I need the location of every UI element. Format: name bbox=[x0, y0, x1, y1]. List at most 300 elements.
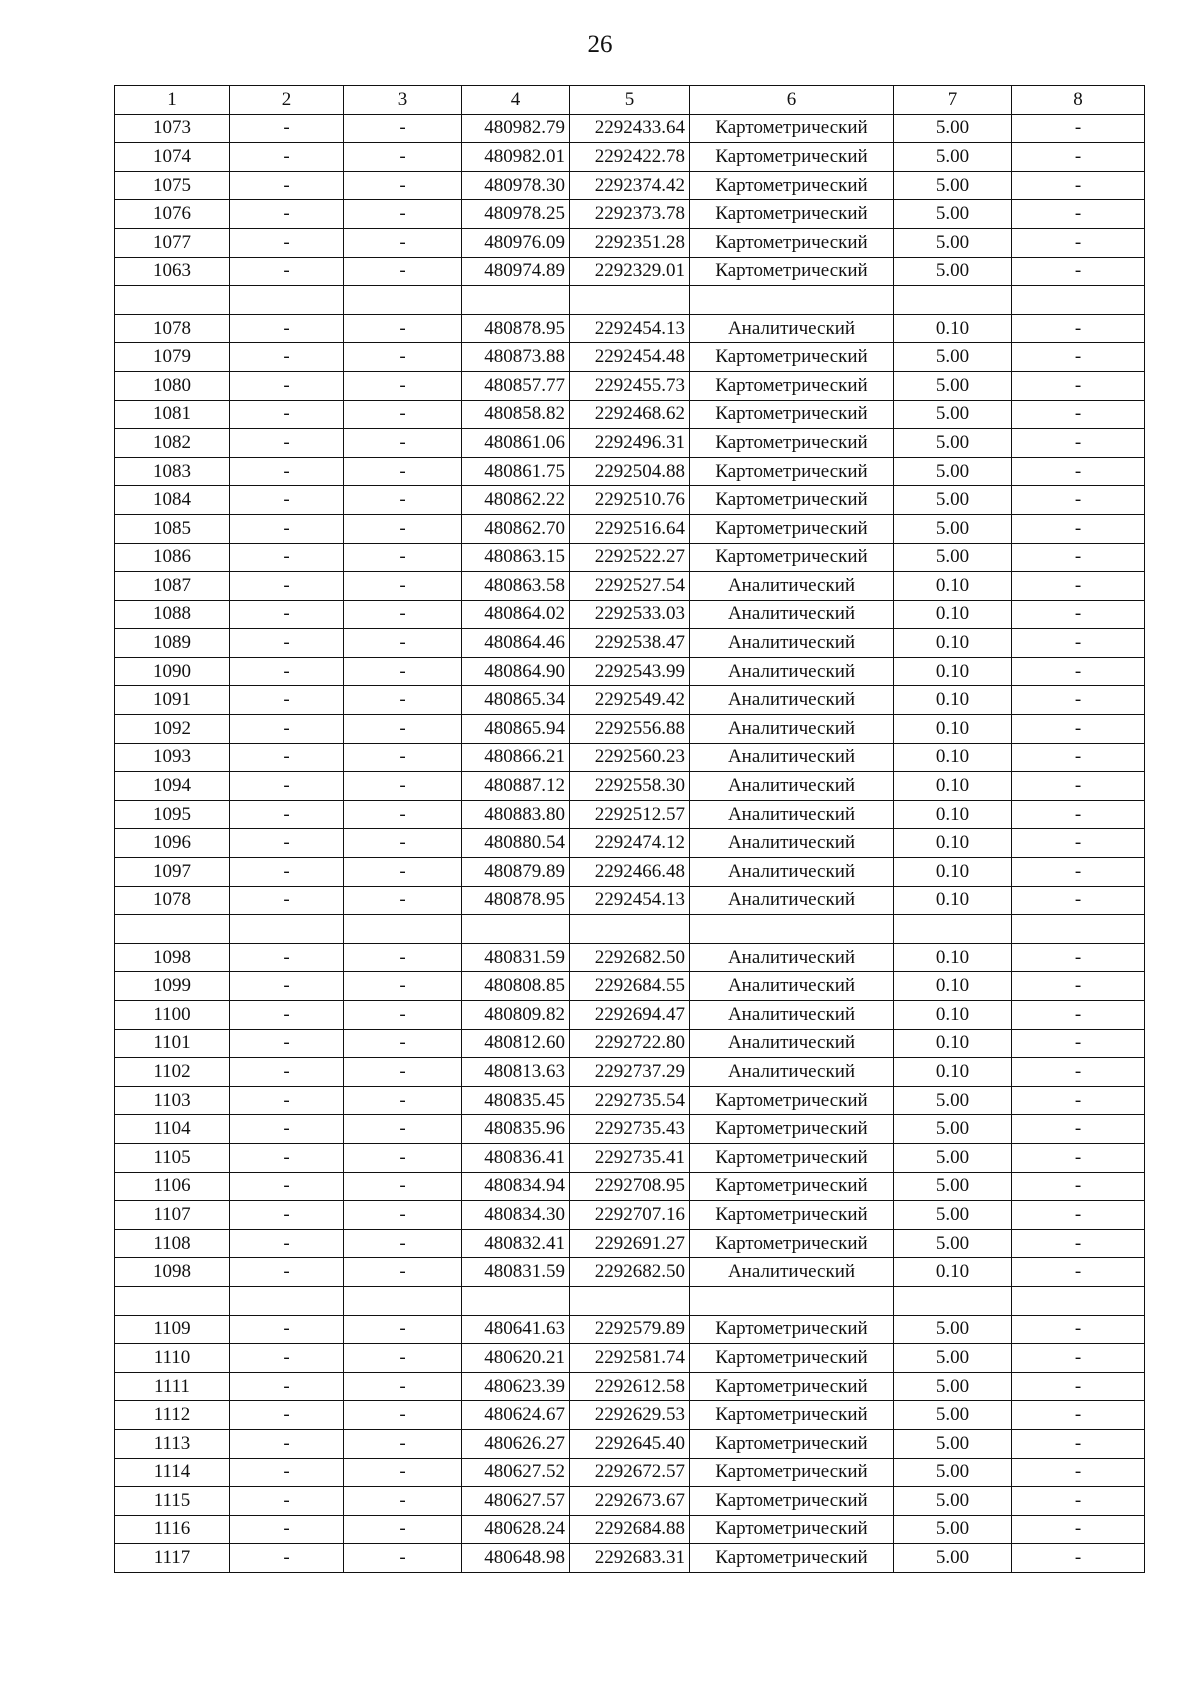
col3-cell: - bbox=[344, 400, 462, 429]
point-number-cell: 1063 bbox=[115, 257, 230, 286]
y-coordinate-cell: 2292516.64 bbox=[570, 514, 690, 543]
table-row bbox=[115, 1544, 1145, 1573]
accuracy-cell: 5.00 bbox=[894, 486, 1012, 515]
y-coordinate-cell: 2292735.54 bbox=[570, 1086, 690, 1115]
col2-cell: - bbox=[230, 200, 344, 229]
table-row bbox=[115, 572, 1145, 601]
col8-cell: - bbox=[1012, 1229, 1145, 1258]
accuracy-cell: 0.10 bbox=[894, 772, 1012, 801]
method-cell: Картометрический bbox=[690, 514, 894, 543]
y-coordinate-cell: 2292474.12 bbox=[570, 829, 690, 858]
x-coordinate-cell: 480832.41 bbox=[462, 1229, 570, 1258]
col2-cell: - bbox=[230, 572, 344, 601]
x-coordinate-cell: 480873.88 bbox=[462, 343, 570, 372]
col8-cell: - bbox=[1012, 1058, 1145, 1087]
col8-cell: - bbox=[1012, 114, 1145, 143]
method-cell: Аналитический bbox=[690, 686, 894, 715]
x-coordinate-cell: 480831.59 bbox=[462, 1258, 570, 1287]
table-row bbox=[115, 1258, 1145, 1287]
accuracy-cell: 0.10 bbox=[894, 858, 1012, 887]
col2-cell: - bbox=[230, 715, 344, 744]
col8-cell: - bbox=[1012, 772, 1145, 801]
col2-cell: - bbox=[230, 1058, 344, 1087]
col2-cell: - bbox=[230, 171, 344, 200]
col3-cell: - bbox=[344, 1201, 462, 1230]
y-coordinate-cell bbox=[570, 286, 690, 315]
point-number-cell: 1104 bbox=[115, 1115, 230, 1144]
y-coordinate-cell: 2292645.40 bbox=[570, 1429, 690, 1458]
col8-cell: - bbox=[1012, 629, 1145, 658]
y-coordinate-cell: 2292581.74 bbox=[570, 1344, 690, 1373]
col3-cell: - bbox=[344, 1401, 462, 1430]
separator-row bbox=[115, 915, 1145, 944]
col2-cell: - bbox=[230, 371, 344, 400]
x-coordinate-cell: 480863.15 bbox=[462, 543, 570, 572]
y-coordinate-cell: 2292682.50 bbox=[570, 1258, 690, 1287]
col3-cell: - bbox=[344, 657, 462, 686]
y-coordinate-cell: 2292454.13 bbox=[570, 886, 690, 915]
col3-cell: - bbox=[344, 772, 462, 801]
col3-cell: - bbox=[344, 171, 462, 200]
col8-cell: - bbox=[1012, 514, 1145, 543]
column-header: 5 bbox=[570, 86, 690, 115]
accuracy-cell: 5.00 bbox=[894, 1086, 1012, 1115]
col8-cell: - bbox=[1012, 171, 1145, 200]
column-header: 2 bbox=[230, 86, 344, 115]
col3-cell: - bbox=[344, 1143, 462, 1172]
table-row bbox=[115, 1115, 1145, 1144]
point-number-cell: 1078 bbox=[115, 886, 230, 915]
col8-cell bbox=[1012, 286, 1145, 315]
col8-cell: - bbox=[1012, 1372, 1145, 1401]
x-coordinate-cell: 480866.21 bbox=[462, 743, 570, 772]
col2-cell: - bbox=[230, 943, 344, 972]
point-number-cell: 1078 bbox=[115, 314, 230, 343]
col2-cell: - bbox=[230, 400, 344, 429]
x-coordinate-cell: 480626.27 bbox=[462, 1429, 570, 1458]
y-coordinate-cell: 2292433.64 bbox=[570, 114, 690, 143]
point-number-cell: 1117 bbox=[115, 1544, 230, 1573]
column-header: 1 bbox=[115, 86, 230, 115]
x-coordinate-cell: 480878.95 bbox=[462, 314, 570, 343]
x-coordinate-cell: 480648.98 bbox=[462, 1544, 570, 1573]
col2-cell: - bbox=[230, 657, 344, 686]
method-cell: Картометрический bbox=[690, 257, 894, 286]
point-number-cell: 1115 bbox=[115, 1487, 230, 1516]
y-coordinate-cell: 2292522.27 bbox=[570, 543, 690, 572]
accuracy-cell: 5.00 bbox=[894, 1172, 1012, 1201]
table-row bbox=[115, 429, 1145, 458]
table-row bbox=[115, 1143, 1145, 1172]
method-cell: Картометрический bbox=[690, 1086, 894, 1115]
point-number-cell bbox=[115, 286, 230, 315]
col8-cell: - bbox=[1012, 600, 1145, 629]
table-row bbox=[115, 171, 1145, 200]
method-cell: Аналитический bbox=[690, 772, 894, 801]
col8-cell: - bbox=[1012, 429, 1145, 458]
accuracy-cell: 5.00 bbox=[894, 1458, 1012, 1487]
col3-cell bbox=[344, 1286, 462, 1315]
column-header: 7 bbox=[894, 86, 1012, 115]
method-cell: Картометрический bbox=[690, 228, 894, 257]
coordinates-table bbox=[114, 85, 1145, 1573]
table-row bbox=[115, 1315, 1145, 1344]
col8-cell: - bbox=[1012, 343, 1145, 372]
x-coordinate-cell: 480978.25 bbox=[462, 200, 570, 229]
col8-cell: - bbox=[1012, 858, 1145, 887]
accuracy-cell: 0.10 bbox=[894, 1029, 1012, 1058]
col3-cell: - bbox=[344, 1487, 462, 1516]
method-cell: Аналитический bbox=[690, 1029, 894, 1058]
point-number-cell: 1094 bbox=[115, 772, 230, 801]
point-number-cell: 1076 bbox=[115, 200, 230, 229]
col3-cell: - bbox=[344, 371, 462, 400]
x-coordinate-cell: 480620.21 bbox=[462, 1344, 570, 1373]
table-row bbox=[115, 343, 1145, 372]
table-body bbox=[115, 114, 1145, 1572]
col2-cell: - bbox=[230, 1515, 344, 1544]
y-coordinate-cell: 2292558.30 bbox=[570, 772, 690, 801]
method-cell: Картометрический bbox=[690, 1372, 894, 1401]
col3-cell: - bbox=[344, 1458, 462, 1487]
y-coordinate-cell: 2292722.80 bbox=[570, 1029, 690, 1058]
y-coordinate-cell: 2292683.31 bbox=[570, 1544, 690, 1573]
accuracy-cell: 5.00 bbox=[894, 257, 1012, 286]
col3-cell: - bbox=[344, 143, 462, 172]
point-number-cell: 1101 bbox=[115, 1029, 230, 1058]
y-coordinate-cell: 2292560.23 bbox=[570, 743, 690, 772]
accuracy-cell: 0.10 bbox=[894, 972, 1012, 1001]
point-number-cell: 1087 bbox=[115, 572, 230, 601]
y-coordinate-cell: 2292454.48 bbox=[570, 343, 690, 372]
col8-cell: - bbox=[1012, 257, 1145, 286]
y-coordinate-cell: 2292684.88 bbox=[570, 1515, 690, 1544]
col8-cell: - bbox=[1012, 1258, 1145, 1287]
x-coordinate-cell: 480976.09 bbox=[462, 228, 570, 257]
col3-cell: - bbox=[344, 715, 462, 744]
col8-cell: - bbox=[1012, 457, 1145, 486]
col8-cell: - bbox=[1012, 715, 1145, 744]
x-coordinate-cell: 480864.46 bbox=[462, 629, 570, 658]
method-cell bbox=[690, 915, 894, 944]
x-coordinate-cell: 480858.82 bbox=[462, 400, 570, 429]
point-number-cell: 1107 bbox=[115, 1201, 230, 1230]
table-row bbox=[115, 314, 1145, 343]
col2-cell: - bbox=[230, 1372, 344, 1401]
y-coordinate-cell: 2292672.57 bbox=[570, 1458, 690, 1487]
col8-cell: - bbox=[1012, 1458, 1145, 1487]
col3-cell: - bbox=[344, 457, 462, 486]
x-coordinate-cell: 480863.58 bbox=[462, 572, 570, 601]
col3-cell: - bbox=[344, 1229, 462, 1258]
accuracy-cell: 0.10 bbox=[894, 943, 1012, 972]
col8-cell: - bbox=[1012, 657, 1145, 686]
method-cell: Картометрический bbox=[690, 1344, 894, 1373]
point-number-cell: 1103 bbox=[115, 1086, 230, 1115]
col8-cell: - bbox=[1012, 371, 1145, 400]
accuracy-cell: 5.00 bbox=[894, 543, 1012, 572]
method-cell bbox=[690, 286, 894, 315]
point-number-cell: 1081 bbox=[115, 400, 230, 429]
point-number-cell: 1096 bbox=[115, 829, 230, 858]
method-cell: Аналитический bbox=[690, 800, 894, 829]
col3-cell: - bbox=[344, 829, 462, 858]
table-row bbox=[115, 400, 1145, 429]
accuracy-cell: 5.00 bbox=[894, 514, 1012, 543]
y-coordinate-cell: 2292556.88 bbox=[570, 715, 690, 744]
point-number-cell: 1084 bbox=[115, 486, 230, 515]
accuracy-cell: 5.00 bbox=[894, 1315, 1012, 1344]
table-row bbox=[115, 715, 1145, 744]
col2-cell: - bbox=[230, 686, 344, 715]
x-coordinate-cell: 480978.30 bbox=[462, 171, 570, 200]
x-coordinate-cell: 480982.79 bbox=[462, 114, 570, 143]
col8-cell: - bbox=[1012, 886, 1145, 915]
x-coordinate-cell: 480834.94 bbox=[462, 1172, 570, 1201]
table-row bbox=[115, 858, 1145, 887]
x-coordinate-cell: 480861.06 bbox=[462, 429, 570, 458]
method-cell: Картометрический bbox=[690, 1201, 894, 1230]
table-row bbox=[115, 457, 1145, 486]
method-cell: Картометрический bbox=[690, 1487, 894, 1516]
point-number-cell: 1077 bbox=[115, 228, 230, 257]
accuracy-cell: 5.00 bbox=[894, 371, 1012, 400]
col3-cell: - bbox=[344, 572, 462, 601]
method-cell: Аналитический bbox=[690, 314, 894, 343]
table-row bbox=[115, 1372, 1145, 1401]
col3-cell: - bbox=[344, 343, 462, 372]
x-coordinate-cell: 480865.94 bbox=[462, 715, 570, 744]
col3-cell: - bbox=[344, 1029, 462, 1058]
table-row bbox=[115, 1401, 1145, 1430]
accuracy-cell: 5.00 bbox=[894, 171, 1012, 200]
col8-cell: - bbox=[1012, 800, 1145, 829]
column-header: 6 bbox=[690, 86, 894, 115]
method-cell: Картометрический bbox=[690, 1315, 894, 1344]
method-cell: Картометрический bbox=[690, 171, 894, 200]
accuracy-cell: 5.00 bbox=[894, 400, 1012, 429]
y-coordinate-cell: 2292510.76 bbox=[570, 486, 690, 515]
col2-cell: - bbox=[230, 972, 344, 1001]
y-coordinate-cell: 2292533.03 bbox=[570, 600, 690, 629]
col2-cell: - bbox=[230, 629, 344, 658]
y-coordinate-cell: 2292527.54 bbox=[570, 572, 690, 601]
x-coordinate-cell: 480812.60 bbox=[462, 1029, 570, 1058]
point-number-cell: 1102 bbox=[115, 1058, 230, 1087]
accuracy-cell: 5.00 bbox=[894, 1429, 1012, 1458]
y-coordinate-cell: 2292673.67 bbox=[570, 1487, 690, 1516]
x-coordinate-cell: 480836.41 bbox=[462, 1143, 570, 1172]
col2-cell: - bbox=[230, 1115, 344, 1144]
col8-cell: - bbox=[1012, 143, 1145, 172]
table-row bbox=[115, 800, 1145, 829]
table-row bbox=[115, 1487, 1145, 1516]
y-coordinate-cell: 2292694.47 bbox=[570, 1001, 690, 1030]
y-coordinate-cell: 2292579.89 bbox=[570, 1315, 690, 1344]
y-coordinate-cell: 2292512.57 bbox=[570, 800, 690, 829]
method-cell: Картометрический bbox=[690, 486, 894, 515]
x-coordinate-cell: 480835.45 bbox=[462, 1086, 570, 1115]
method-cell: Аналитический bbox=[690, 858, 894, 887]
table-row bbox=[115, 1429, 1145, 1458]
col3-cell: - bbox=[344, 429, 462, 458]
col3-cell bbox=[344, 286, 462, 315]
separator-row bbox=[115, 286, 1145, 315]
col2-cell bbox=[230, 1286, 344, 1315]
page-number: 26 bbox=[587, 31, 613, 58]
col8-cell: - bbox=[1012, 1401, 1145, 1430]
method-cell: Аналитический bbox=[690, 829, 894, 858]
point-number-cell: 1075 bbox=[115, 171, 230, 200]
accuracy-cell: 0.10 bbox=[894, 629, 1012, 658]
table-row bbox=[115, 1201, 1145, 1230]
col8-cell bbox=[1012, 1286, 1145, 1315]
accuracy-cell: 0.10 bbox=[894, 686, 1012, 715]
accuracy-cell: 0.10 bbox=[894, 657, 1012, 686]
col2-cell: - bbox=[230, 1458, 344, 1487]
x-coordinate-cell: 480627.57 bbox=[462, 1487, 570, 1516]
x-coordinate-cell: 480641.63 bbox=[462, 1315, 570, 1344]
point-number-cell: 1085 bbox=[115, 514, 230, 543]
col8-cell: - bbox=[1012, 228, 1145, 257]
col2-cell: - bbox=[230, 1544, 344, 1573]
point-number-cell: 1110 bbox=[115, 1344, 230, 1373]
point-number-cell: 1108 bbox=[115, 1229, 230, 1258]
accuracy-cell: 5.00 bbox=[894, 1487, 1012, 1516]
table-row bbox=[115, 886, 1145, 915]
table-header-row bbox=[115, 86, 1145, 115]
accuracy-cell: 5.00 bbox=[894, 200, 1012, 229]
col3-cell: - bbox=[344, 1544, 462, 1573]
col8-cell: - bbox=[1012, 543, 1145, 572]
col2-cell bbox=[230, 286, 344, 315]
method-cell: Аналитический bbox=[690, 715, 894, 744]
col2-cell: - bbox=[230, 1143, 344, 1172]
col8-cell: - bbox=[1012, 1143, 1145, 1172]
col2-cell: - bbox=[230, 514, 344, 543]
accuracy-cell: 0.10 bbox=[894, 800, 1012, 829]
point-number-cell: 1082 bbox=[115, 429, 230, 458]
x-coordinate-cell: 480835.96 bbox=[462, 1115, 570, 1144]
col8-cell: - bbox=[1012, 829, 1145, 858]
point-number-cell: 1093 bbox=[115, 743, 230, 772]
y-coordinate-cell: 2292708.95 bbox=[570, 1172, 690, 1201]
col2-cell: - bbox=[230, 1229, 344, 1258]
x-coordinate-cell: 480883.80 bbox=[462, 800, 570, 829]
accuracy-cell: 0.10 bbox=[894, 572, 1012, 601]
col2-cell: - bbox=[230, 1029, 344, 1058]
table-row bbox=[115, 228, 1145, 257]
col8-cell: - bbox=[1012, 1115, 1145, 1144]
column-header: 8 bbox=[1012, 86, 1145, 115]
table-row bbox=[115, 543, 1145, 572]
col2-cell: - bbox=[230, 886, 344, 915]
method-cell: Аналитический bbox=[690, 629, 894, 658]
x-coordinate-cell: 480862.22 bbox=[462, 486, 570, 515]
col3-cell: - bbox=[344, 1429, 462, 1458]
column-header: 3 bbox=[344, 86, 462, 115]
x-coordinate-cell: 480861.75 bbox=[462, 457, 570, 486]
col3-cell: - bbox=[344, 686, 462, 715]
y-coordinate-cell: 2292684.55 bbox=[570, 972, 690, 1001]
accuracy-cell: 5.00 bbox=[894, 1372, 1012, 1401]
table-row bbox=[115, 514, 1145, 543]
col3-cell: - bbox=[344, 1115, 462, 1144]
table-row bbox=[115, 1458, 1145, 1487]
col8-cell: - bbox=[1012, 1429, 1145, 1458]
col3-cell: - bbox=[344, 943, 462, 972]
y-coordinate-cell bbox=[570, 1286, 690, 1315]
accuracy-cell: 5.00 bbox=[894, 114, 1012, 143]
y-coordinate-cell: 2292612.58 bbox=[570, 1372, 690, 1401]
col8-cell: - bbox=[1012, 314, 1145, 343]
method-cell: Аналитический bbox=[690, 657, 894, 686]
y-coordinate-cell: 2292373.78 bbox=[570, 200, 690, 229]
col3-cell: - bbox=[344, 314, 462, 343]
point-number-cell: 1106 bbox=[115, 1172, 230, 1201]
accuracy-cell: 0.10 bbox=[894, 829, 1012, 858]
col3-cell: - bbox=[344, 228, 462, 257]
x-coordinate-cell bbox=[462, 915, 570, 944]
point-number-cell: 1100 bbox=[115, 1001, 230, 1030]
col2-cell: - bbox=[230, 1201, 344, 1230]
x-coordinate-cell: 480623.39 bbox=[462, 1372, 570, 1401]
point-number-cell: 1097 bbox=[115, 858, 230, 887]
col8-cell: - bbox=[1012, 1086, 1145, 1115]
table-row bbox=[115, 1344, 1145, 1373]
method-cell: Картометрический bbox=[690, 1172, 894, 1201]
col3-cell: - bbox=[344, 1086, 462, 1115]
x-coordinate-cell: 480628.24 bbox=[462, 1515, 570, 1544]
table-row bbox=[115, 657, 1145, 686]
table-row bbox=[115, 686, 1145, 715]
method-cell: Аналитический bbox=[690, 1258, 894, 1287]
col2-cell: - bbox=[230, 1086, 344, 1115]
point-number-cell: 1088 bbox=[115, 600, 230, 629]
col3-cell: - bbox=[344, 114, 462, 143]
col2-cell: - bbox=[230, 314, 344, 343]
point-number-cell: 1089 bbox=[115, 629, 230, 658]
col2-cell: - bbox=[230, 543, 344, 572]
col8-cell: - bbox=[1012, 972, 1145, 1001]
method-cell: Картометрический bbox=[690, 343, 894, 372]
column-header: 4 bbox=[462, 86, 570, 115]
separator-row bbox=[115, 1286, 1145, 1315]
table-row bbox=[115, 972, 1145, 1001]
col8-cell: - bbox=[1012, 1544, 1145, 1573]
col3-cell: - bbox=[344, 200, 462, 229]
table-row bbox=[115, 371, 1145, 400]
x-coordinate-cell: 480865.34 bbox=[462, 686, 570, 715]
table-row bbox=[115, 1029, 1145, 1058]
y-coordinate-cell: 2292466.48 bbox=[570, 858, 690, 887]
x-coordinate-cell: 480809.82 bbox=[462, 1001, 570, 1030]
method-cell: Картометрический bbox=[690, 429, 894, 458]
col8-cell: - bbox=[1012, 743, 1145, 772]
accuracy-cell: 5.00 bbox=[894, 1401, 1012, 1430]
col3-cell: - bbox=[344, 543, 462, 572]
col3-cell: - bbox=[344, 972, 462, 1001]
table-row bbox=[115, 629, 1145, 658]
col2-cell: - bbox=[230, 1487, 344, 1516]
accuracy-cell bbox=[894, 1286, 1012, 1315]
col3-cell: - bbox=[344, 1172, 462, 1201]
y-coordinate-cell bbox=[570, 915, 690, 944]
table-row bbox=[115, 743, 1145, 772]
accuracy-cell: 0.10 bbox=[894, 1001, 1012, 1030]
table-row bbox=[115, 114, 1145, 143]
col3-cell: - bbox=[344, 514, 462, 543]
